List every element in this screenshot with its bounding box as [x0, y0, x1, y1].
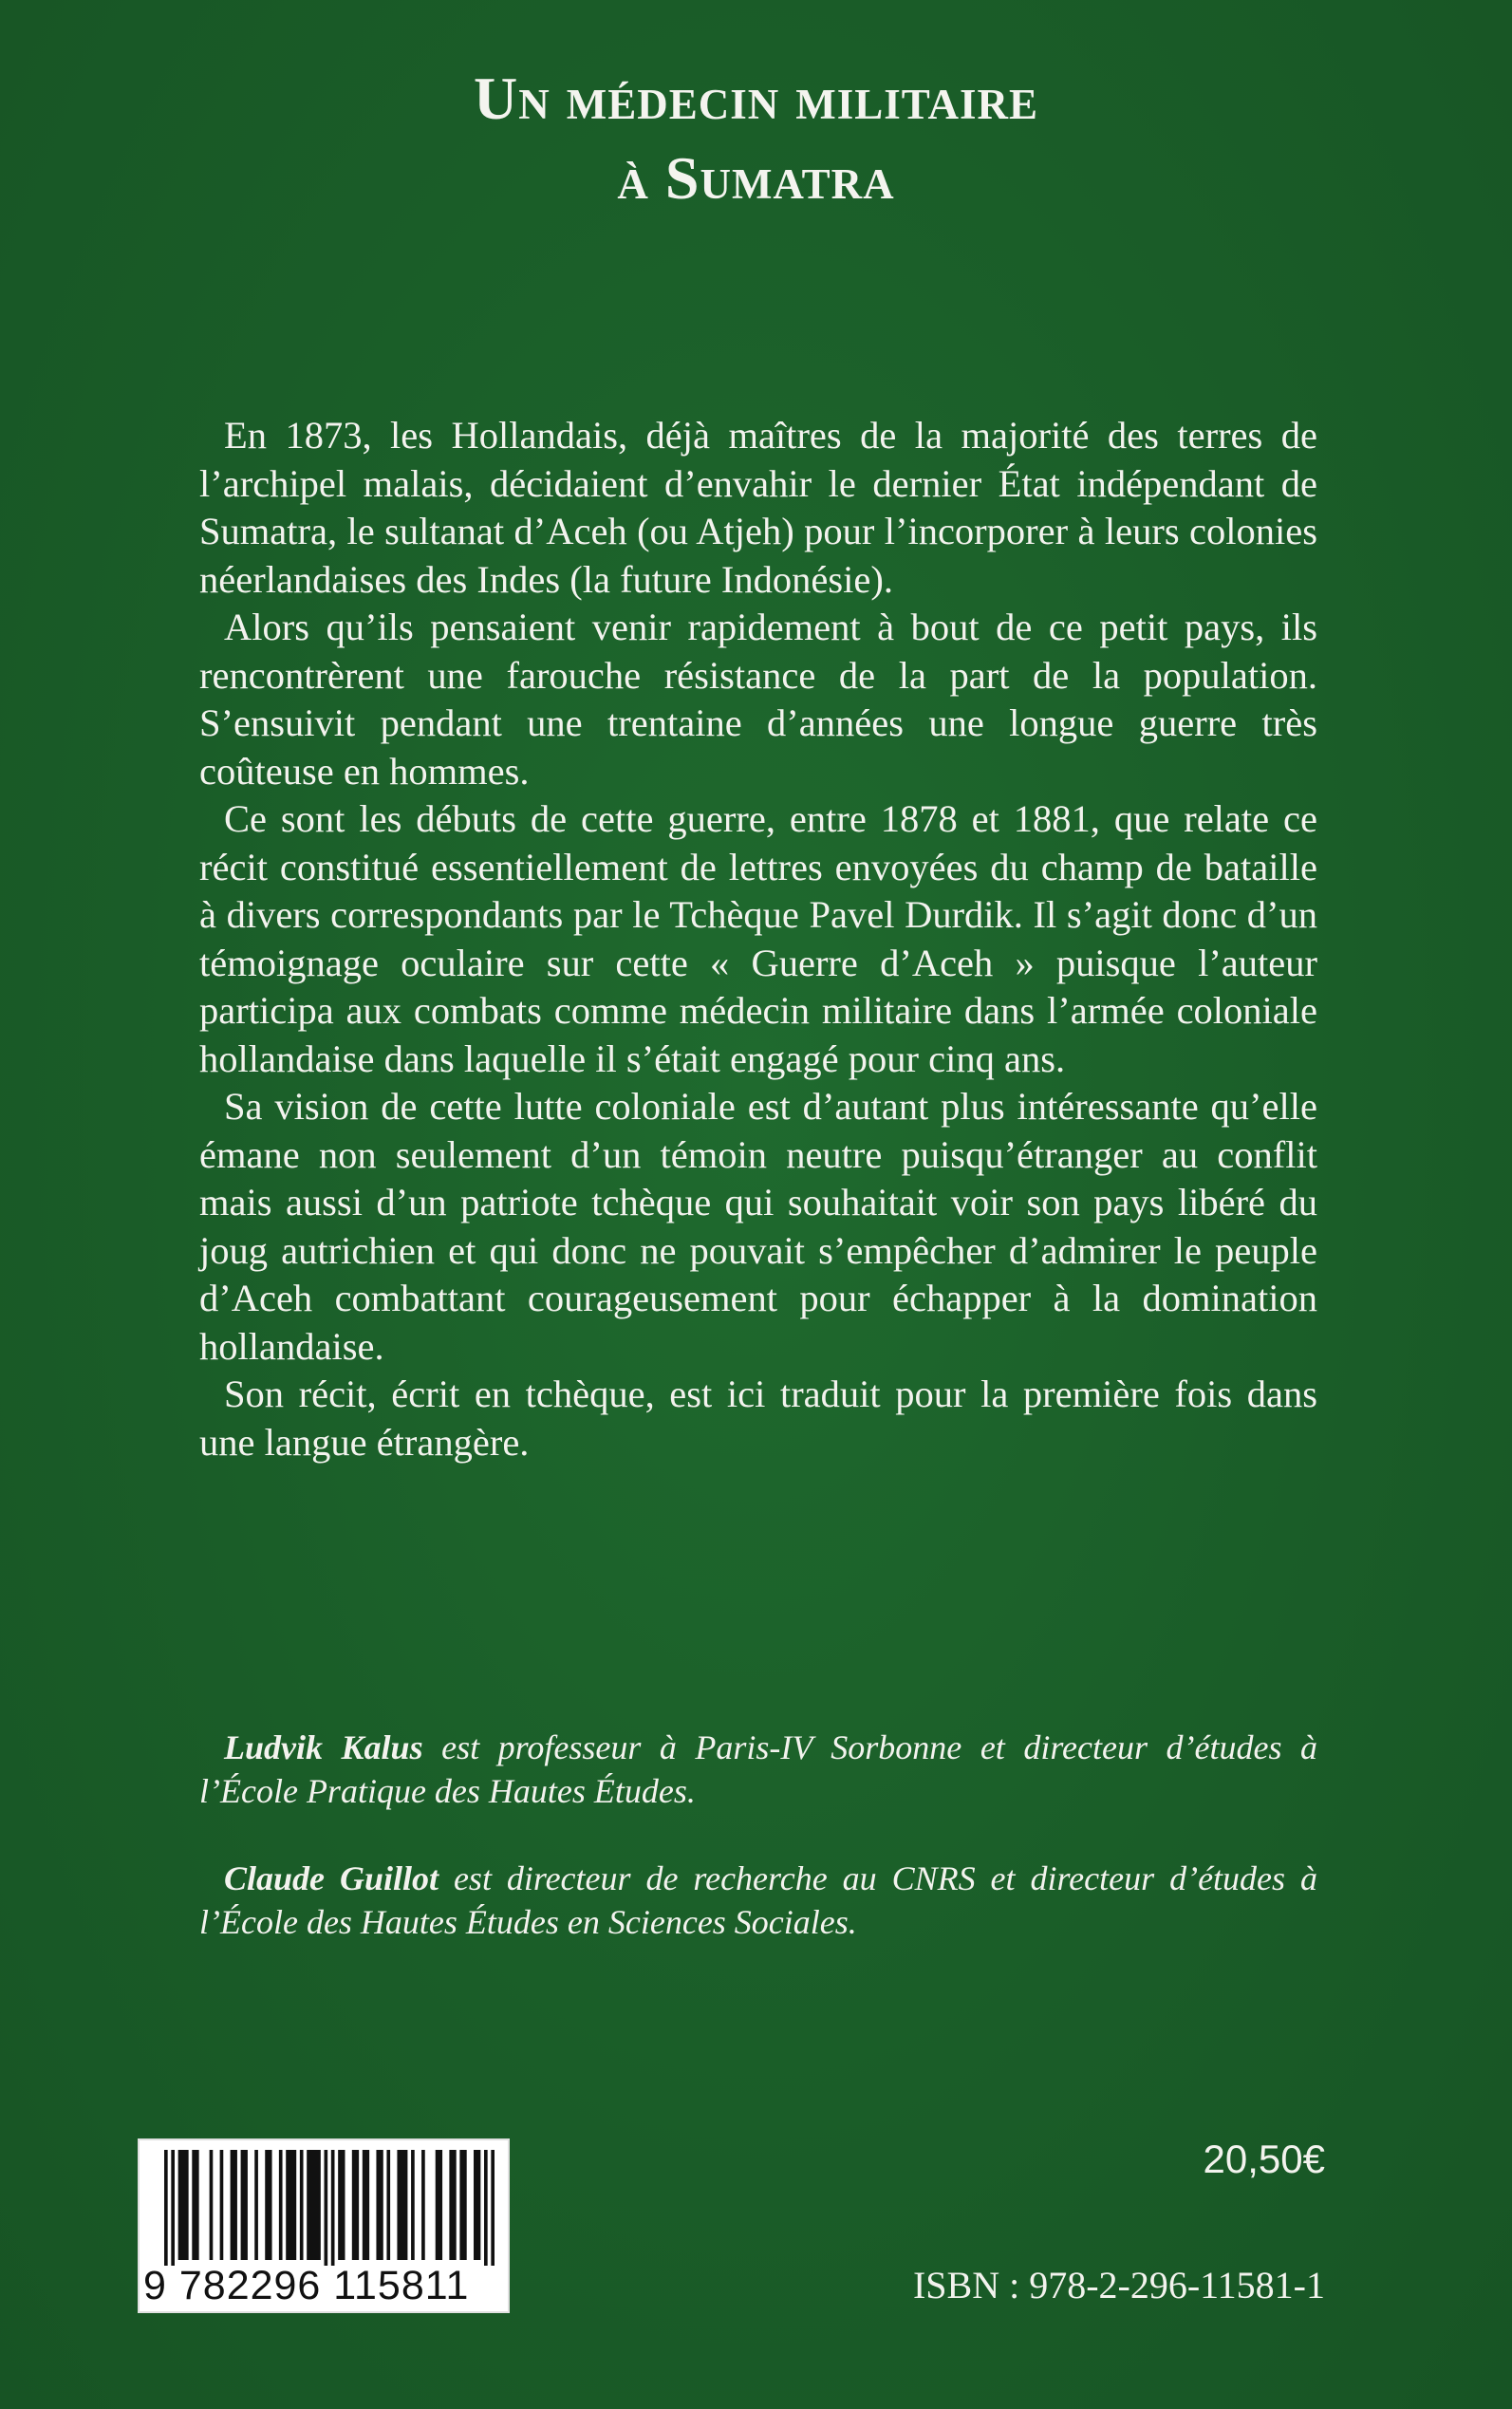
- barcode-bar: [171, 2150, 175, 2266]
- summary-paragraph: Sa vision de cette lutte coloniale est d’autant plus intéressante qu’elle émane non seulement d’un témoin neutre puisqu’étranger au conflit mais aussi d’un patriote tchèque qui souhaitait voir son pays libéré du joug autrichien et qui donc ne pouvait s’empêcher d’admirer le peuple d’Aceh combattant courageusement pour échapper à la domination hollandaise.: [199, 1085, 1317, 1368]
- barcode-bar: [411, 2150, 415, 2260]
- barcode-bars: [164, 2150, 495, 2266]
- barcode-bar: [338, 2150, 345, 2260]
- author-bio: est professeur à Paris-IV Sorbonne et directeur d’études à l’École Pratique des Hautes Études.: [199, 1728, 1318, 1810]
- author-note: [199, 1726, 1317, 1813]
- isbn-label: ISBN : 978-2-296-11581-1: [912, 2264, 1325, 2306]
- barcode-bar: [421, 2150, 425, 2260]
- title-line-1: Un médecin militaire: [474, 65, 1038, 132]
- barcode-bar: [331, 2150, 335, 2266]
- author-name: Claude Guillot: [224, 1859, 439, 1897]
- barcode-bar: [459, 2150, 466, 2260]
- barcode-bar: [363, 2150, 369, 2260]
- barcode-bar: [325, 2150, 328, 2266]
- title-line-2: à Sumatra: [617, 144, 895, 212]
- author-name: Ludvik Kalus: [224, 1728, 423, 1766]
- author-note-kalus: [199, 1726, 1317, 1813]
- barcode-bar: [307, 2150, 321, 2260]
- barcode-bar: [265, 2150, 271, 2260]
- barcode-bar: [397, 2150, 407, 2260]
- author-bio: est directeur de recherche au CNRS et directeur d’études à l’École des Hautes Études en Sciences Sociales.: [199, 1859, 1317, 1941]
- author-note-guillot: [199, 1857, 1317, 1944]
- barcode-bar: [386, 2150, 390, 2260]
- barcode-bar: [192, 2150, 198, 2260]
- barcode-bar: [241, 2150, 248, 2260]
- price-label: 20,50€: [1203, 2137, 1325, 2181]
- author-note: [199, 1857, 1317, 1944]
- barcode-bar: [164, 2150, 168, 2266]
- barcode: [138, 2138, 510, 2313]
- barcode-bar: [178, 2150, 189, 2260]
- barcode-bar: [254, 2150, 258, 2260]
- book-title: [0, 59, 1512, 218]
- summary-paragraph: Ce sont les débuts de cette guerre, entre 1878 et 1881, que relate ce récit constitué essentiellement de lettres envoyées du champ de bataille à divers correspondants par le Tchèque Pavel Durdik. Il s’agit donc d’un témoignage oculaire sur cette « Guerre d’Aceh » puisque l’auteur participa aux combats comme médecin militaire dans l’armée coloniale hollandaise dans laquelle il s’était engagé pour cinq ans.: [199, 797, 1317, 1080]
- barcode-bar: [484, 2150, 488, 2266]
- barcode-bar: [436, 2150, 442, 2260]
- barcode-bar: [231, 2150, 237, 2260]
- barcode-bar: [279, 2150, 283, 2260]
- barcode-digits: 9 782296 115811: [143, 2263, 470, 2308]
- barcode-bar: [352, 2150, 359, 2260]
- barcode-bar: [376, 2150, 383, 2260]
- summary-paragraph: Son récit, écrit en tchèque, est ici traduit pour la première fois dans une langue étrangère.: [199, 1373, 1317, 1464]
- barcode-bar: [449, 2150, 456, 2260]
- summary-paragraph: Alors qu’ils pensaient venir rapidement à bout de ce petit pays, ils rencontrèrent une farouche résistance de la part de la population. S’ensuivit pendant une trentaine d’années une longue guerre très coûteuse en hommes.: [199, 606, 1317, 793]
- barcode-bar: [286, 2150, 296, 2260]
- barcode-bar: [491, 2150, 495, 2266]
- barcode-bar: [474, 2150, 480, 2260]
- barcode-bar: [210, 2150, 214, 2260]
- summary-text: [199, 412, 1317, 1466]
- summary-paragraph: En 1873, les Hollandais, déjà maîtres de la majorité des terres de l’archipel malais, décidaient d’envahir le dernier État indépendant de Sumatra, le sultanat d’Aceh (ou Atjeh) pour l’incorporer à leurs colonies néerlandaises des Indes (la future Indonésie).: [199, 414, 1317, 601]
- barcode-bar: [220, 2150, 224, 2260]
- barcode-bar: [300, 2150, 304, 2260]
